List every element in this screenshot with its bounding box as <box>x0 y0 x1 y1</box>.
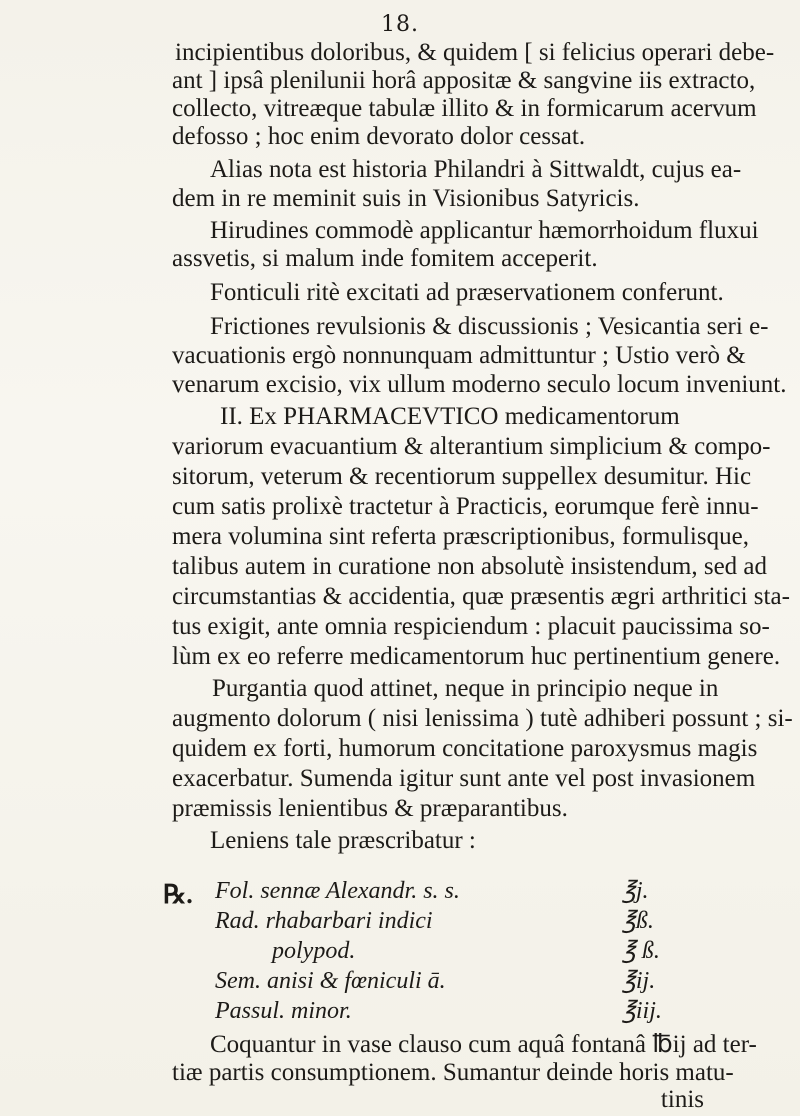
text-line: Frictiones revulsionis & discussionis ; Vesicantia seri e- <box>210 313 769 340</box>
text-line: Fonticuli ritè excitati ad præservationem conferunt. <box>210 279 724 306</box>
recipe-quantity: ℥j. <box>622 878 649 904</box>
text-line: talibus autem in curatione non absolutè insistendum, sed ad <box>172 553 768 580</box>
text-line: ant ] ipsâ plenilunii horâ appositæ & sangvine iis extracto, <box>172 67 756 94</box>
text-line: quidem ex forti, humorum concitatione paroxysmus magis <box>172 735 758 762</box>
text-line: Coquantur in vase clauso cum aquâ fontanâ ℔ij ad ter- <box>210 1031 757 1058</box>
page-number: 18. <box>381 12 419 37</box>
recipe-item: Fol. sennæ Alexandr. s. s. <box>215 878 460 904</box>
text-line: defosso ; hoc enim devorato dolor cessat. <box>172 123 586 150</box>
text-line: Hirudines commodè applicantur hæmorrhoidum fluxui <box>210 217 759 244</box>
recipe-quantity: ℥ ß. <box>622 938 660 964</box>
text-line: lùm ex eo referre medicamentorum huc pertinentium genere. <box>172 643 781 670</box>
text-line: tiæ partis consumptionem. Sumantur deinde horis matu- <box>172 1059 734 1086</box>
text-line: cum satis prolixè tractetur à Practicis, eorumque ferè innu- <box>172 493 759 520</box>
text-line: vacuationis ergò nonnunquam admittuntur ; Ustio verò & <box>172 342 746 369</box>
text-line: mera volumina sint referta præscriptionibus, formulisque, <box>172 523 749 550</box>
recipe-item: polypod. <box>272 938 356 964</box>
text-line: assvetis, si malum inde fomitem acceperit. <box>172 245 598 272</box>
catchword: tinis <box>660 1086 704 1113</box>
text-line: venarum excisio, vix ullum moderno seculo locum inveniunt. <box>172 371 787 398</box>
text-line: augmento dolorum ( nisi lenissima ) tutè adhiberi possunt ; si- <box>172 705 793 732</box>
text-line: Alias nota est historia Philandri à Sittwaldt, cujus ea- <box>210 156 742 183</box>
recipe-symbol: ℞. <box>163 880 193 909</box>
text-line: variorum evacuantium & alterantium simplicium & compo- <box>172 433 771 460</box>
recipe-item: Rad. rhabarbari indici <box>215 908 433 934</box>
recipe-quantity: ℥iij. <box>622 998 662 1024</box>
text-line: Purgantia quod attinet, neque in principio neque in <box>212 675 719 702</box>
recipe-item: Sem. anisi & fœniculi ā. <box>215 968 446 994</box>
recipe-item: Passul. minor. <box>215 998 352 1024</box>
text-line: II. Ex PHARMACEVTICO medicamentorum <box>220 403 680 430</box>
recipe-quantity: ℥ij. <box>622 968 656 994</box>
text-line: Leniens tale præscribatur : <box>210 827 476 854</box>
text-line: præmissis lenientibus & præparantibus. <box>172 795 568 822</box>
text-line: incipientibus doloribus, & quidem [ si felicius operari debe- <box>175 39 775 66</box>
text-line: tus exigit, ante omnia respiciendum : placuit paucissima so- <box>172 613 770 640</box>
text-line: dem in re meminit suis in Visionibus Satyricis. <box>172 185 640 212</box>
text-line: circumstantias & accidentia, quæ præsentis ægri arthritici sta- <box>172 583 790 610</box>
text-line: collecto, vitreæque tabulæ illito & in formicarum acervum <box>172 95 757 122</box>
recipe-quantity: ℥ß. <box>622 908 654 934</box>
text-line: exacerbatur. Sumenda igitur sunt ante vel post invasionem <box>172 765 756 792</box>
text-line: sitorum, veterum & recentiorum suppellex desumitur. Hic <box>172 463 752 490</box>
